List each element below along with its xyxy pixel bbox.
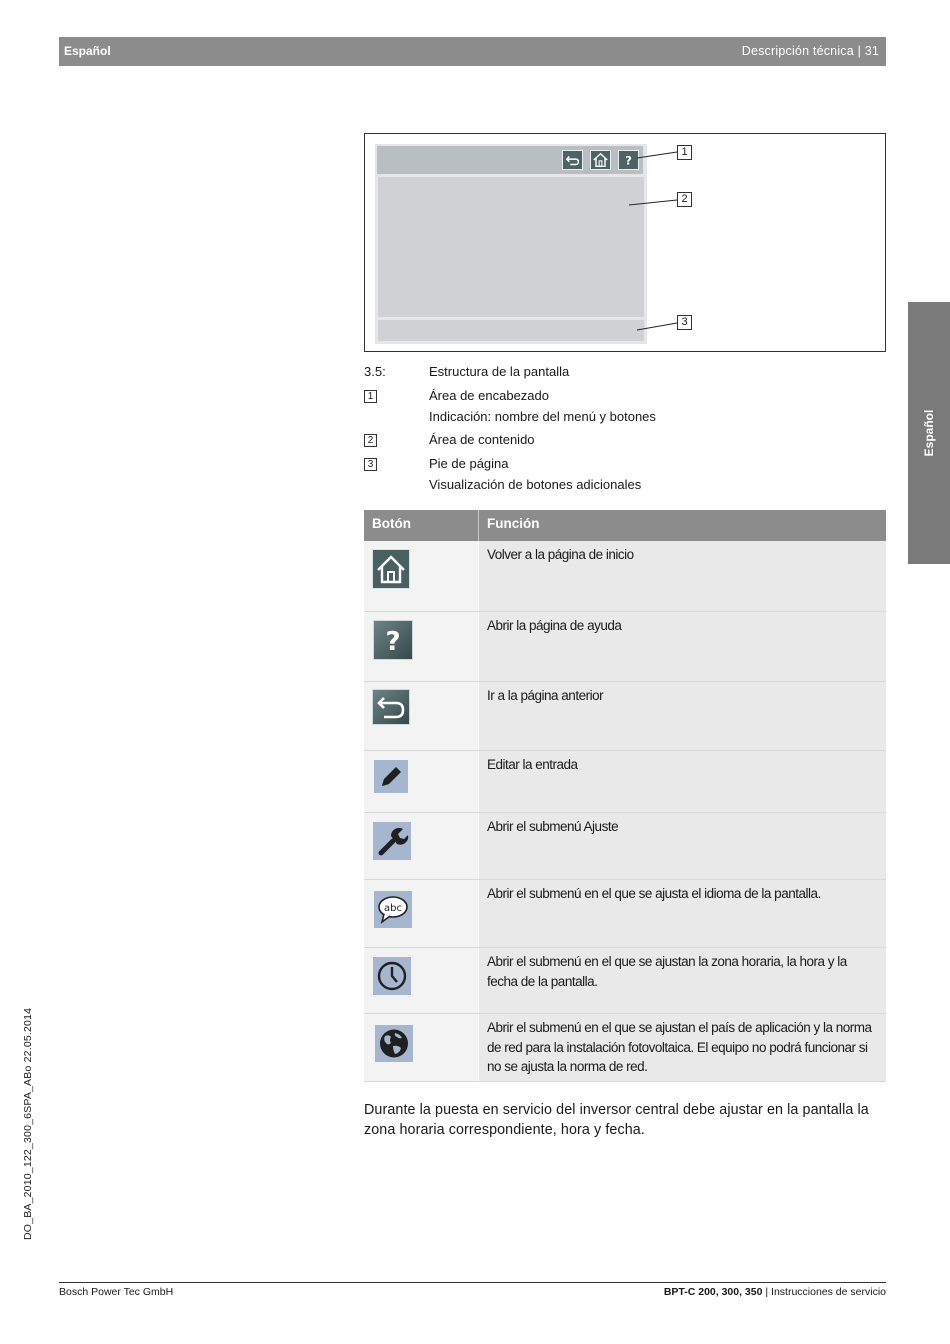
- callout-1: 1: [677, 145, 692, 160]
- legend-description: Indicación: nombre del menú y botones: [429, 409, 656, 424]
- legend-title: Área de contenido: [429, 432, 535, 447]
- legend-number: 3: [364, 458, 377, 471]
- table-row: [364, 880, 886, 948]
- column-header-button: Botón: [372, 516, 411, 531]
- function-description: Abrir el submenú en el que se ajustan el país de aplicación y la norma de red para la instalación fotovoltaica. El equipo no podrá funcionar si no se ajusta la norma de red.: [479, 1014, 886, 1081]
- back-icon: [372, 689, 410, 725]
- home-icon: [372, 549, 410, 589]
- side-tab-label: Español: [922, 409, 936, 457]
- svg-text:?: ?: [625, 153, 632, 168]
- body-paragraph: Durante la puesta en servicio del inversor central debe ajustar en la pantalla la zona horaria correspondiente, hora y fecha.: [364, 1102, 869, 1138]
- language-icon: [374, 891, 412, 928]
- wrench-icon: [373, 822, 411, 860]
- legend-number: 2: [364, 434, 377, 447]
- footer-company: Bosch Power Tec GmbH: [59, 1286, 174, 1298]
- table-row: [364, 612, 886, 682]
- svg-text:?: ?: [385, 627, 401, 657]
- function-description: Abrir el submenú Ajuste: [479, 813, 886, 879]
- clock-icon: [373, 957, 411, 995]
- table-row: [364, 813, 886, 880]
- header-section-page: Descripción técnica | 31: [741, 44, 879, 58]
- footer-rule: [59, 1282, 886, 1283]
- legend-description: Visualización de botones adicionales: [429, 477, 642, 492]
- callout-2: 2: [677, 192, 692, 207]
- product-name: BPT-C 200, 300, 350: [663, 1286, 763, 1298]
- callout-3: 3: [677, 315, 692, 330]
- function-description: Abrir el submenú en el que se ajustan la zona horaria, la hora y la fecha de la pantalla.: [479, 948, 886, 1013]
- legend-title: Área de encabezado: [429, 388, 549, 403]
- function-description: Editar la entrada: [479, 751, 886, 812]
- table-row: [364, 948, 886, 1014]
- table-row: [364, 541, 886, 612]
- caption-text: Estructura de la pantalla: [429, 364, 570, 379]
- globe-icon: [375, 1025, 413, 1062]
- table-row: [364, 682, 886, 751]
- table-row: [364, 1014, 886, 1082]
- table-row: [364, 751, 886, 813]
- header-language: Español: [64, 44, 111, 58]
- screen-structure-figure: [364, 133, 886, 352]
- function-description: Abrir el submenú en el que se ajusta el idioma de la pantalla.: [479, 880, 886, 947]
- language-side-tab: [908, 302, 950, 564]
- function-description: Abrir la página de ayuda: [479, 612, 886, 681]
- pencil-icon: [374, 760, 408, 793]
- function-description: Volver a la página de inicio: [479, 541, 886, 611]
- column-header-function: Función: [487, 516, 540, 531]
- help-icon: [373, 620, 413, 660]
- document-stamp: DO_BA_2010_122_300_6SPA_ABo 22.05.2014: [22, 1007, 34, 1240]
- column-divider: [478, 510, 479, 541]
- table-header: [364, 510, 886, 541]
- page-header: [59, 37, 886, 66]
- legend-number: 1: [364, 390, 377, 403]
- document-type: | Instrucciones de servicio: [762, 1286, 886, 1298]
- footer-product: [664, 1286, 886, 1298]
- caption-number: 3.5:: [364, 364, 386, 379]
- function-description: Ir a la página anterior: [479, 682, 886, 750]
- callout-leader-lines: [365, 134, 887, 353]
- legend-title: Pie de página: [429, 456, 509, 471]
- svg-text:abc: abc: [384, 903, 402, 914]
